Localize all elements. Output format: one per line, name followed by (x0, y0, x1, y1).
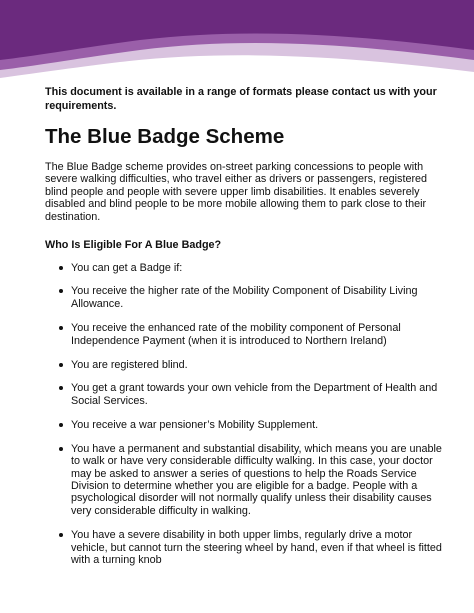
intro-paragraph: The Blue Badge scheme provides on-street parking concessions to people with severe walking difficulties, who travel either as drivers or passengers, registered blind people and people with severe upper limb disabilities. It enables severely disabled and blind people to be more mobile allowing them to park close to their destination. (45, 161, 428, 223)
bullet-icon (45, 285, 71, 310)
bullet-icon (45, 359, 71, 371)
list-item-text: You can get a Badge if: (71, 262, 183, 275)
bullet-icon (45, 419, 71, 431)
header-wave-decoration (0, 0, 474, 90)
list-item (45, 285, 445, 310)
accessibility-notice: This document is available in a range of formats please contact us with your requirements. (45, 86, 437, 112)
list-item-text: You receive the enhanced rate of the mobility component of Personal Independence Payment (when it is introduced to Northern Ireland) (71, 322, 401, 347)
bullet-icon (45, 262, 71, 274)
list-item (45, 382, 445, 407)
bullet-icon (45, 382, 71, 407)
list-item (45, 443, 445, 517)
list-item-text: You receive a war pensioner’s Mobility Supplement. (71, 419, 319, 432)
list-item (45, 419, 445, 431)
list-item-text: You have a permanent and substantial disability, which means you are unable to walk or have very considerable difficulty walking. In this case, your doctor may be asked to answer a series of questions to help the Roads Service Division to determine whether you are eligible for a badge. People with a psychological disorder will not normally qualify unless their disability causes very considerable difficulty in walking. (71, 442, 442, 517)
list-item-text: You receive the higher rate of the Mobility Component of Disability Living Allowance. (71, 285, 418, 310)
eligibility-heading: Who Is Eligible For A Blue Badge? (45, 239, 222, 252)
list-item (45, 529, 445, 566)
list-item-text: You are registered blind. (71, 359, 188, 372)
list-item (45, 322, 445, 347)
bullet-icon (45, 322, 71, 347)
eligibility-list (45, 262, 445, 566)
bullet-icon (45, 443, 71, 517)
list-item-text: You get a grant towards your own vehicle from the Department of Health and Social Services. (71, 382, 438, 407)
list-item (45, 359, 445, 371)
document-title: The Blue Badge Scheme (45, 125, 285, 148)
document-body (45, 86, 445, 566)
bullet-icon (45, 529, 71, 566)
list-item (45, 262, 445, 274)
list-item-text: You have a severe disability in both upper limbs, regularly drive a motor vehicle, but cannot turn the steering wheel by hand, even if that wheel is fitted with a turning knob (71, 529, 442, 566)
